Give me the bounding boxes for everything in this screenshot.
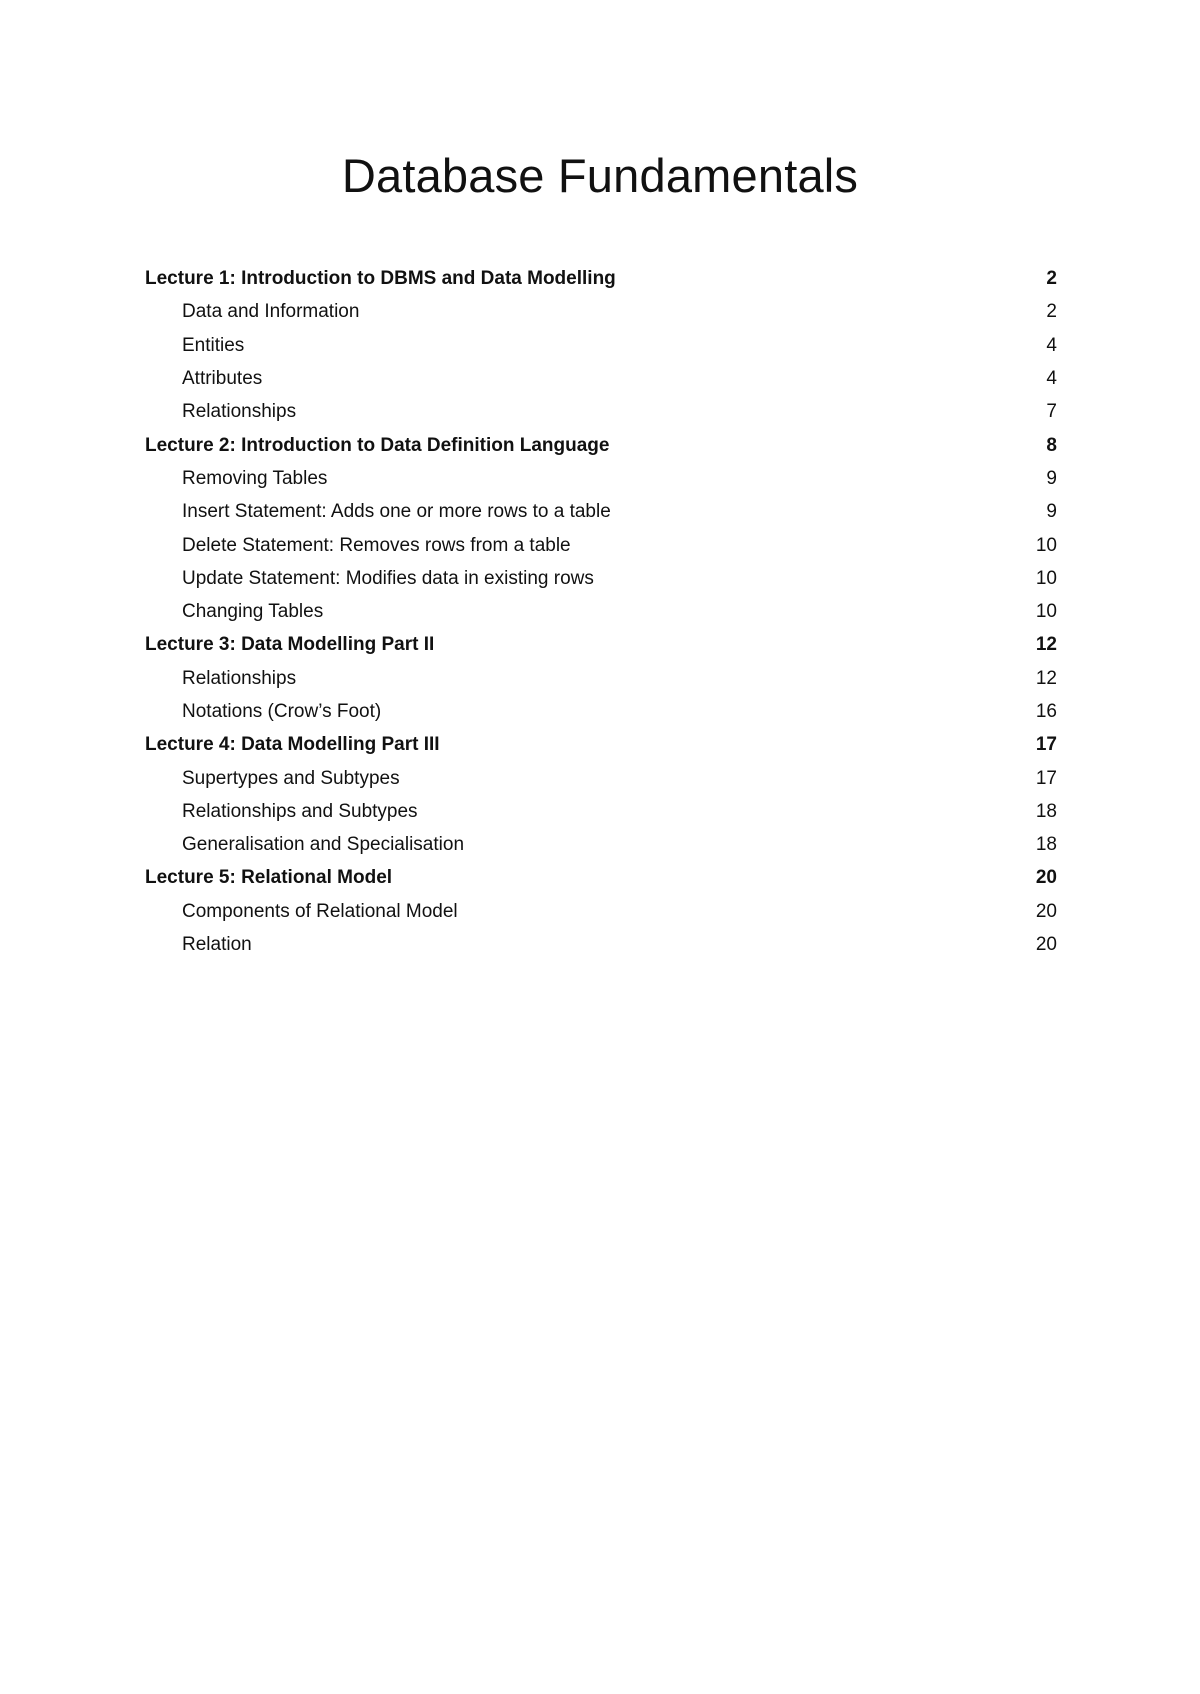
toc-entry[interactable] [145, 761, 1057, 794]
toc-entry[interactable] [145, 895, 1057, 928]
toc-entry[interactable] [145, 828, 1057, 861]
toc-entry-label: Relationships [182, 401, 297, 423]
toc-entry-label: Changing Tables [182, 601, 324, 623]
toc-entry[interactable] [145, 462, 1057, 495]
toc-entry-page: 9 [1046, 467, 1057, 489]
toc-entry-page: 16 [1035, 701, 1057, 722]
toc-entry[interactable] [145, 795, 1057, 828]
toc-entry-page: 7 [1046, 401, 1057, 423]
toc-entry[interactable] [145, 528, 1057, 561]
table-of-contents [145, 262, 1057, 961]
toc-entry-label: Lecture 1: Introduction to DBMS and Data Modelling [145, 268, 616, 290]
toc-entry[interactable] [145, 628, 1057, 661]
toc-entry-page: 20 [1035, 900, 1057, 922]
toc-entry-label: Relationships and Subtypes [182, 800, 418, 822]
toc-entry-page: 20 [1035, 867, 1057, 889]
toc-entry-page: 4 [1046, 334, 1057, 356]
toc-entry-page: 17 [1035, 734, 1057, 756]
toc-entry[interactable] [145, 262, 1057, 295]
toc-entry-label: Data and Information [182, 301, 360, 323]
toc-entry-page: 10 [1035, 534, 1057, 556]
toc-entry-label: Delete Statement: Removes rows from a table [182, 534, 571, 556]
toc-entry-page: 10 [1035, 567, 1057, 589]
page-title: Database Fundamentals [341, 149, 859, 202]
toc-entry-page: 4 [1046, 368, 1057, 390]
toc-entry-label: Attributes [182, 368, 263, 390]
toc-entry-page: 8 [1046, 434, 1057, 456]
toc-entry-label: Components of Relational Model [182, 900, 458, 922]
toc-entry-label: Relation [182, 934, 252, 956]
toc-entry[interactable] [145, 495, 1057, 528]
toc-entry-label: Removing Tables [182, 467, 328, 489]
toc-entry[interactable] [145, 595, 1057, 628]
toc-entry-page: 17 [1035, 767, 1057, 789]
toc-entry[interactable] [145, 728, 1057, 761]
toc-entry-label: Lecture 3: Data Modelling Part II [145, 634, 435, 656]
toc-entry[interactable] [145, 295, 1057, 328]
toc-entry-label: Update Statement: Modifies data in existing rows [182, 567, 594, 589]
toc-entry[interactable] [145, 329, 1057, 362]
toc-entry-label: Supertypes and Subtypes [182, 767, 400, 789]
toc-entry-page: 18 [1035, 834, 1057, 856]
toc-entry-page: 10 [1035, 601, 1057, 623]
toc-entry-page: 2 [1046, 268, 1057, 290]
toc-entry[interactable] [145, 395, 1057, 428]
toc-entry-label: Insert Statement: Adds one or more rows to a table [182, 501, 611, 523]
toc-entry-page: 18 [1035, 800, 1057, 822]
toc-entry-label: Lecture 2: Introduction to Data Definition Language [145, 434, 610, 456]
toc-entry[interactable] [145, 362, 1057, 395]
toc-entry-label: Notations (Crow’s Foot) [182, 701, 382, 722]
toc-entry-label: Lecture 5: Relational Model [145, 867, 393, 889]
toc-entry-label: Entities [182, 334, 245, 356]
toc-entry-label: Relationships [182, 667, 297, 689]
toc-entry-page: 9 [1046, 501, 1057, 523]
toc-entry[interactable] [145, 695, 1057, 728]
toc-entry[interactable] [145, 562, 1057, 595]
toc-entry-page: 12 [1035, 634, 1057, 656]
toc-entry-page: 2 [1046, 301, 1057, 323]
toc-entry-page: 12 [1035, 667, 1057, 689]
toc-entry-label: Generalisation and Specialisation [182, 834, 465, 856]
toc-entry[interactable] [145, 928, 1057, 961]
toc-entry[interactable] [145, 662, 1057, 695]
toc-entry-page: 20 [1035, 934, 1057, 956]
toc-entry[interactable] [145, 428, 1057, 461]
toc-entry-label: Lecture 4: Data Modelling Part III [145, 734, 440, 756]
toc-entry[interactable] [145, 861, 1057, 894]
